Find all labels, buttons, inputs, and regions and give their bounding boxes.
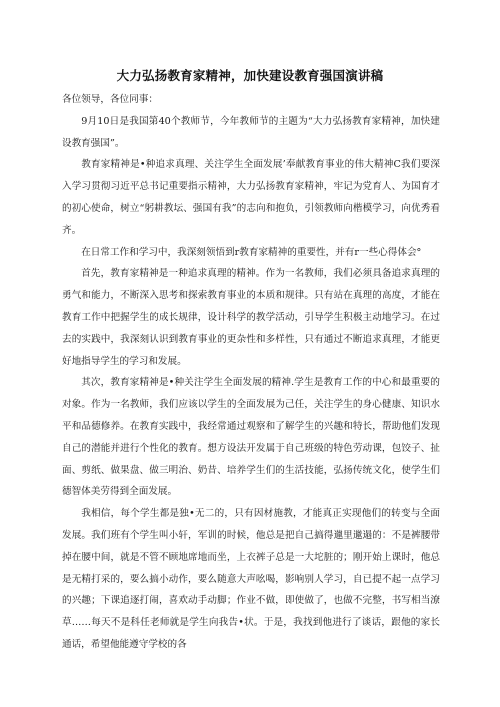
paragraph-1: 9月10日是我国第40个教师节，今年教师节的主题为“大力弘扬教育家精神，加快建设教育强国”。: [62, 115, 440, 149]
paragraph-5: 其次，教育家精神是•种关注学生全面发展的精神.学生是教育工作的中心和最重要的对象。作为一名教师，我们应该以学生的全面发展为己任，关注学生的身心健康、知识水平和品德修养。在教育实践中，我经常通过观察和了解学生的兴趣和特长，帮助他们发现自己的潜能并进行个性化的教育。想方设法开发属于自己班级的特色劳动课，包饺子、扯面、剪纸、做果盘、做三明治、奶昔、培养学生们的生活技能，弘扬传统文化，使学生们德智体美劳得到全面发展。: [62, 377, 440, 498]
paragraph-4: 首先，教育家精神是一种追求真理的精神。作为一名教师，我们必须具备追求真理的勇气和能力，不断深入思考和探索教育事业的本质和规律。只有站在真理的高度，才能在教育工作中把握学生的成长规律，设计科学的教学活动，引导学生积极主动地学习。在过去的实践中，我深刻认识到教育事业的更杂性和多样性，只有通过不断追求真理，才能更好地指导学生的学习和发展。: [62, 268, 440, 367]
paragraph-6: 我相信，每个学生都是独•无二的，只有因材施教，才能真正实现他们的转变与全面发展。我们班有个学生叫小轩，军训的时候，他总是把自己搞得邋里邋遢的：不是裤腰带掉在腰中间，就是不管不顾地席地而坐，上衣裤子总是一大坨脏的；刚开始上课时，他总是无精打采的，要么搞小动作，要么随意大声吆喝，影响别人学习，自已提不起一点学习的兴趣；下课追逐打闹，喜欢动手动脚；作业不做，即使做了，也做不完整，书写相当潦草……每天不是科任老师就是学生向我告•状。于是，我找到他进行了谈话，跟他的家长通话，希望他能遵守学校的各: [62, 508, 440, 650]
document-body: [62, 89, 440, 656]
paragraph-3: 在日常工作和学习中，我深刻领悟到r教育家精神的重要性，并有r一些心得体会°: [81, 246, 422, 258]
document-title: 大力弘扬教育家精神，加快建设教育强国演讲稿: [116, 68, 384, 83]
greeting-line: 各位领导，各位同事：: [62, 94, 158, 105]
paragraph-2: 教育家精神是•种追求真理、关注学生全面发展’奉献教育事业的伟大精神C我们要深入学习贯彻习近平总书记重要指示精神，大力弘扬教育家精神，牢记为党育人、为国育才的初心使命，树立“躬耕教坛、强国有我”的志向和抱负，引领教师向楷模学习，向优秀看齐。: [62, 159, 440, 236]
